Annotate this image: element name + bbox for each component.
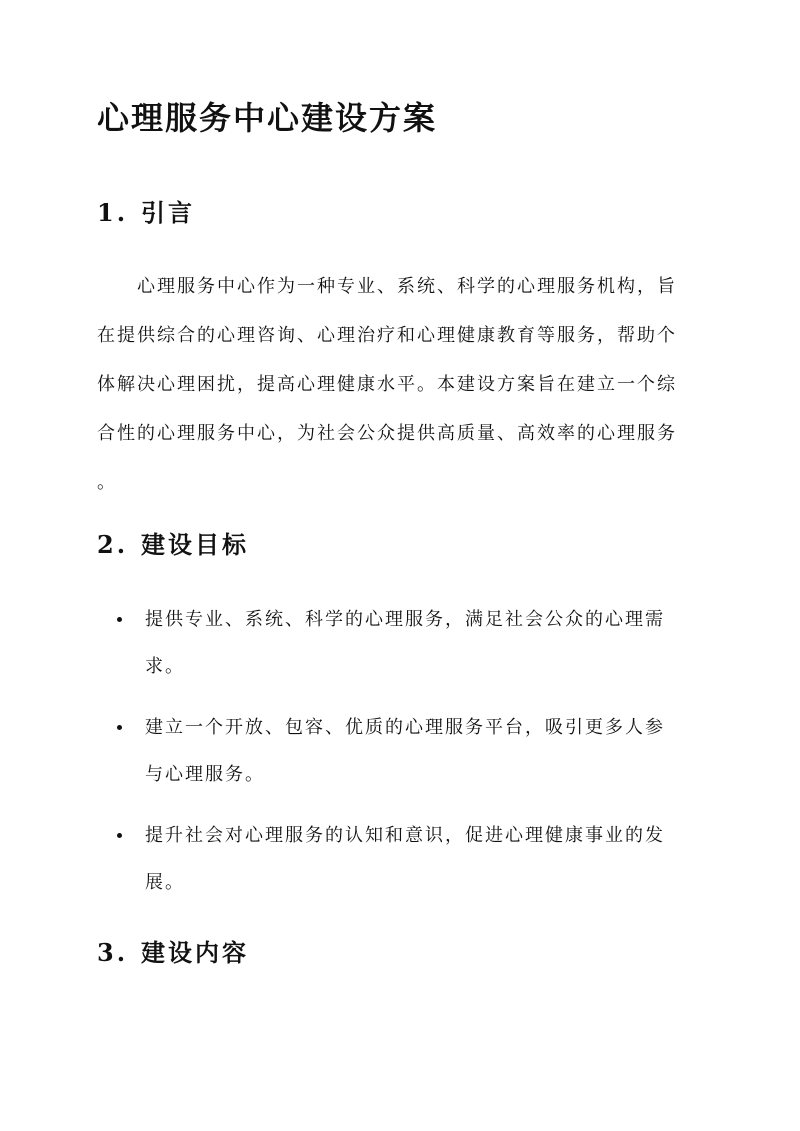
list-item-line: 展。: [145, 872, 185, 893]
section-title: 建设内容: [141, 938, 249, 967]
bullet-icon: [117, 725, 122, 730]
bullet-icon: [117, 617, 122, 622]
section-number: 1.: [97, 198, 129, 227]
section-heading-content: [97, 936, 249, 970]
goals-list: [117, 596, 707, 920]
list-item: [117, 812, 707, 906]
section-title: 建设目标: [141, 530, 249, 559]
paragraph-line: 在提供综合的心理咨询、心理治疗和心理健康教育等服务，帮助个: [97, 325, 677, 346]
section-title: 引言: [141, 198, 195, 227]
section-heading-introduction: [97, 196, 195, 230]
document-title: 心理服务中心建设方案: [97, 99, 438, 137]
section-number: 3.: [97, 938, 129, 967]
paragraph-line: 。: [97, 472, 117, 493]
list-item: [117, 704, 707, 798]
list-item-line: 求。: [145, 656, 185, 677]
bullet-icon: [117, 833, 122, 838]
list-item-line: 建立一个开放、包容、优质的心理服务平台，吸引更多人参: [145, 717, 665, 738]
list-item-line: 与心理服务。: [145, 764, 265, 785]
introduction-paragraph: [97, 262, 703, 507]
list-item: [117, 596, 707, 690]
paragraph-line: 体解决心理困扰，提高心理健康水平。本建设方案旨在建立一个综: [97, 374, 677, 395]
section-number: 2.: [97, 530, 129, 559]
list-item-line: 提升社会对心理服务的认知和意识，促进心理健康事业的发: [145, 825, 665, 846]
section-heading-goals: [97, 528, 249, 562]
list-item-line: 提供专业、系统、科学的心理服务，满足社会公众的心理需: [145, 609, 665, 630]
paragraph-line: 合性的心理服务中心，为社会公众提供高质量、高效率的心理服务: [97, 423, 677, 444]
paragraph-line: 心理服务中心作为一种专业、系统、科学的心理服务机构，旨: [97, 276, 677, 297]
